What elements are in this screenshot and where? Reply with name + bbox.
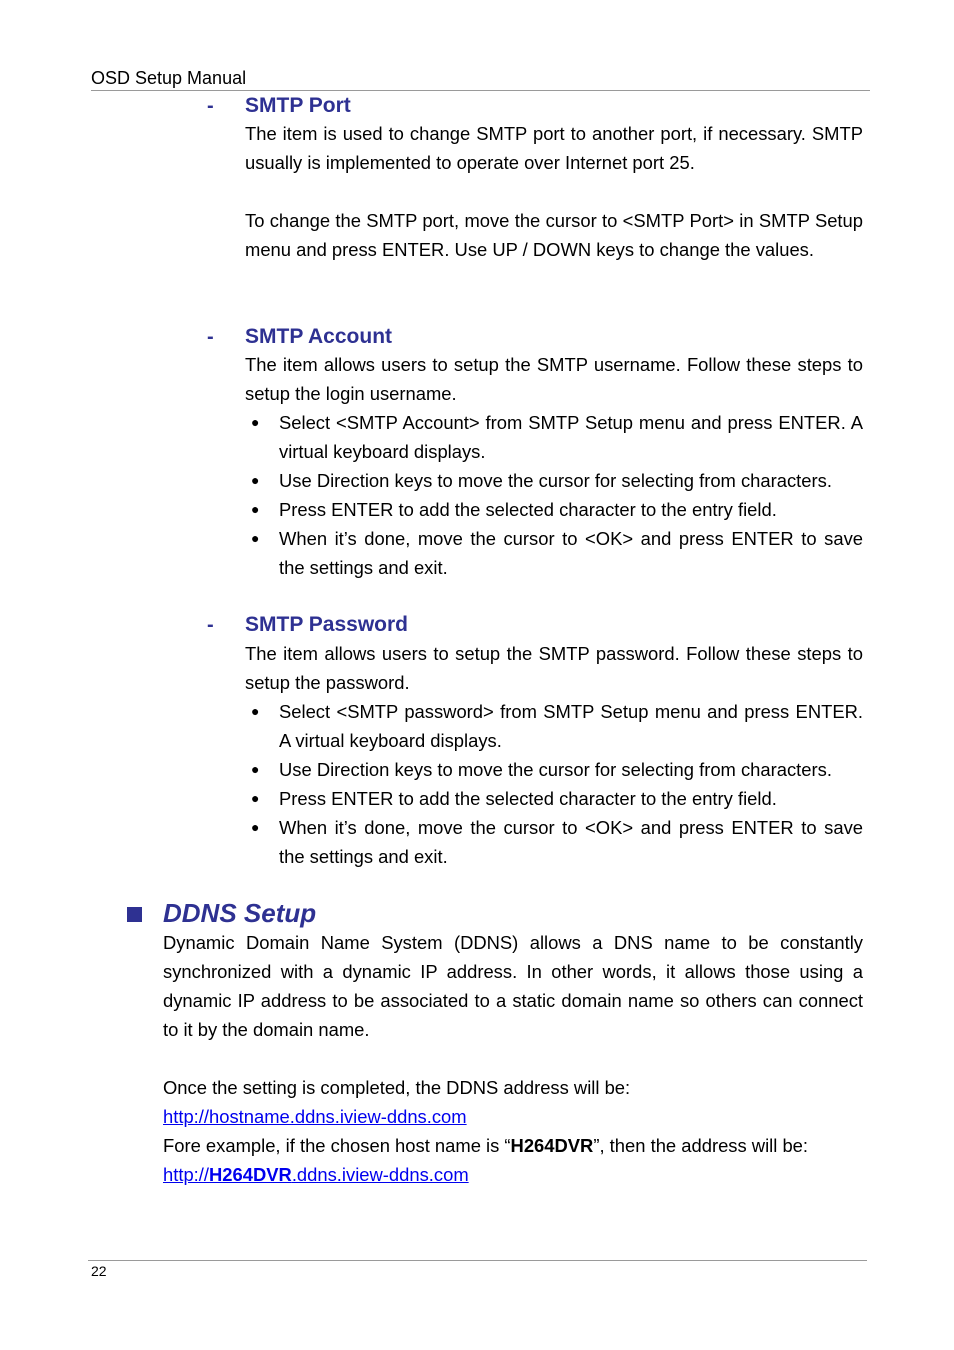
smtp-account-dash: - [207,326,214,348]
list-item-text: When it’s done, move the cursor to <OK> and press ENTER to save the settings and exit. [279,817,863,867]
ddns-paragraph: Dynamic Domain Name System (DDNS) allows a DNS name to be constantly synchronized with a dynamic IP address. In other words, it allows those using a dynamic IP address to be associated to a static domain name so others can connect to it by the domain name. [163,932,863,1040]
smtp-port-heading: SMTP Port [245,94,351,117]
smtp-port-paragraph-2: To change the SMTP port, move the cursor to <SMTP Port> in SMTP Setup menu and press ENTER. Use UP / DOWN keys to change the values. [245,210,863,260]
smtp-port-paragraph-1: The item is used to change SMTP port to another port, if necessary. SMTP usually is implemented to operate over Internet port 25. [245,123,863,173]
bullet-dot-icon: ● [251,414,260,430]
list-item-text: Press ENTER to add the selected character to the entry field. [279,499,777,520]
ddns-heading: DDNS Setup [163,898,317,928]
list-item [245,784,863,813]
list-item [245,813,863,871]
smtp-account-steps [245,408,863,582]
list-item-text: Press ENTER to add the selected character to the entry field. [279,788,777,809]
list-item-text: When it’s done, move the cursor to <OK> and press ENTER to save the settings and exit. [279,528,863,578]
bullet-dot-icon: ● [251,703,260,719]
square-bullet-icon [127,905,142,927]
ddns-example-line [163,1131,863,1160]
page-number: 22 [91,1263,107,1279]
ddns-body [163,928,863,1189]
ddns-example-link-suffix: .ddns.iview-ddns.com [291,1164,469,1185]
list-item [245,697,863,755]
ddns-example-link[interactable] [163,1164,469,1185]
header-title: OSD Setup Manual [91,68,247,88]
smtp-password-heading: SMTP Password [245,613,408,636]
bullet-dot-icon: ● [251,472,260,488]
smtp-password-body [245,639,863,871]
smtp-password-steps [245,697,863,871]
list-item [245,466,863,495]
bullet-dot-icon: ● [251,819,260,835]
list-item-text: Select <SMTP password> from SMTP Setup menu and press ENTER. A virtual keyboard displays. [279,701,863,751]
ddns-hostname-link[interactable]: http://hostname.ddns.iview-ddns.com [163,1106,467,1127]
smtp-password-intro: The item allows users to setup the SMTP password. Follow these steps to setup the password. [245,643,863,693]
bullet-dot-icon: ● [251,501,260,517]
list-item-text: Select <SMTP Account> from SMTP Setup menu and press ENTER. A virtual keyboard displays. [279,412,863,462]
ddns-link-line-1 [163,1102,863,1131]
list-item [245,495,863,524]
list-item-text: Use Direction keys to move the cursor for selecting from characters. [279,470,832,491]
ddns-once-text: Once the setting is completed, the DDNS address will be: [163,1077,631,1098]
smtp-account-heading: SMTP Account [245,325,393,348]
bullet-dot-icon: ● [251,761,260,777]
ddns-example-host: H264DVR [510,1135,594,1156]
ddns-example-prefix: Fore example, if the chosen host name is “ [163,1135,511,1156]
smtp-account-intro: The item allows users to setup the SMTP username. Follow these steps to setup the login username. [245,354,863,404]
bullet-dot-icon: ● [251,530,260,546]
smtp-password-dash: - [207,614,214,636]
ddns-link-line-2 [163,1160,863,1189]
list-item [245,524,863,582]
smtp-port-body [245,119,863,264]
bullet-dot-icon: ● [251,790,260,806]
footer-rule [88,1260,867,1261]
list-item [245,408,863,466]
list-item-text: Use Direction keys to move the cursor for selecting from characters. [279,759,832,780]
ddns-example-link-host: H264DVR [209,1164,292,1185]
list-item [245,755,863,784]
smtp-port-dash: - [207,95,214,117]
smtp-account-body [245,350,863,582]
ddns-example-link-prefix: http:// [163,1164,210,1185]
ddns-example-suffix: ”, then the address will be: [593,1135,809,1156]
header-rule [91,90,870,91]
